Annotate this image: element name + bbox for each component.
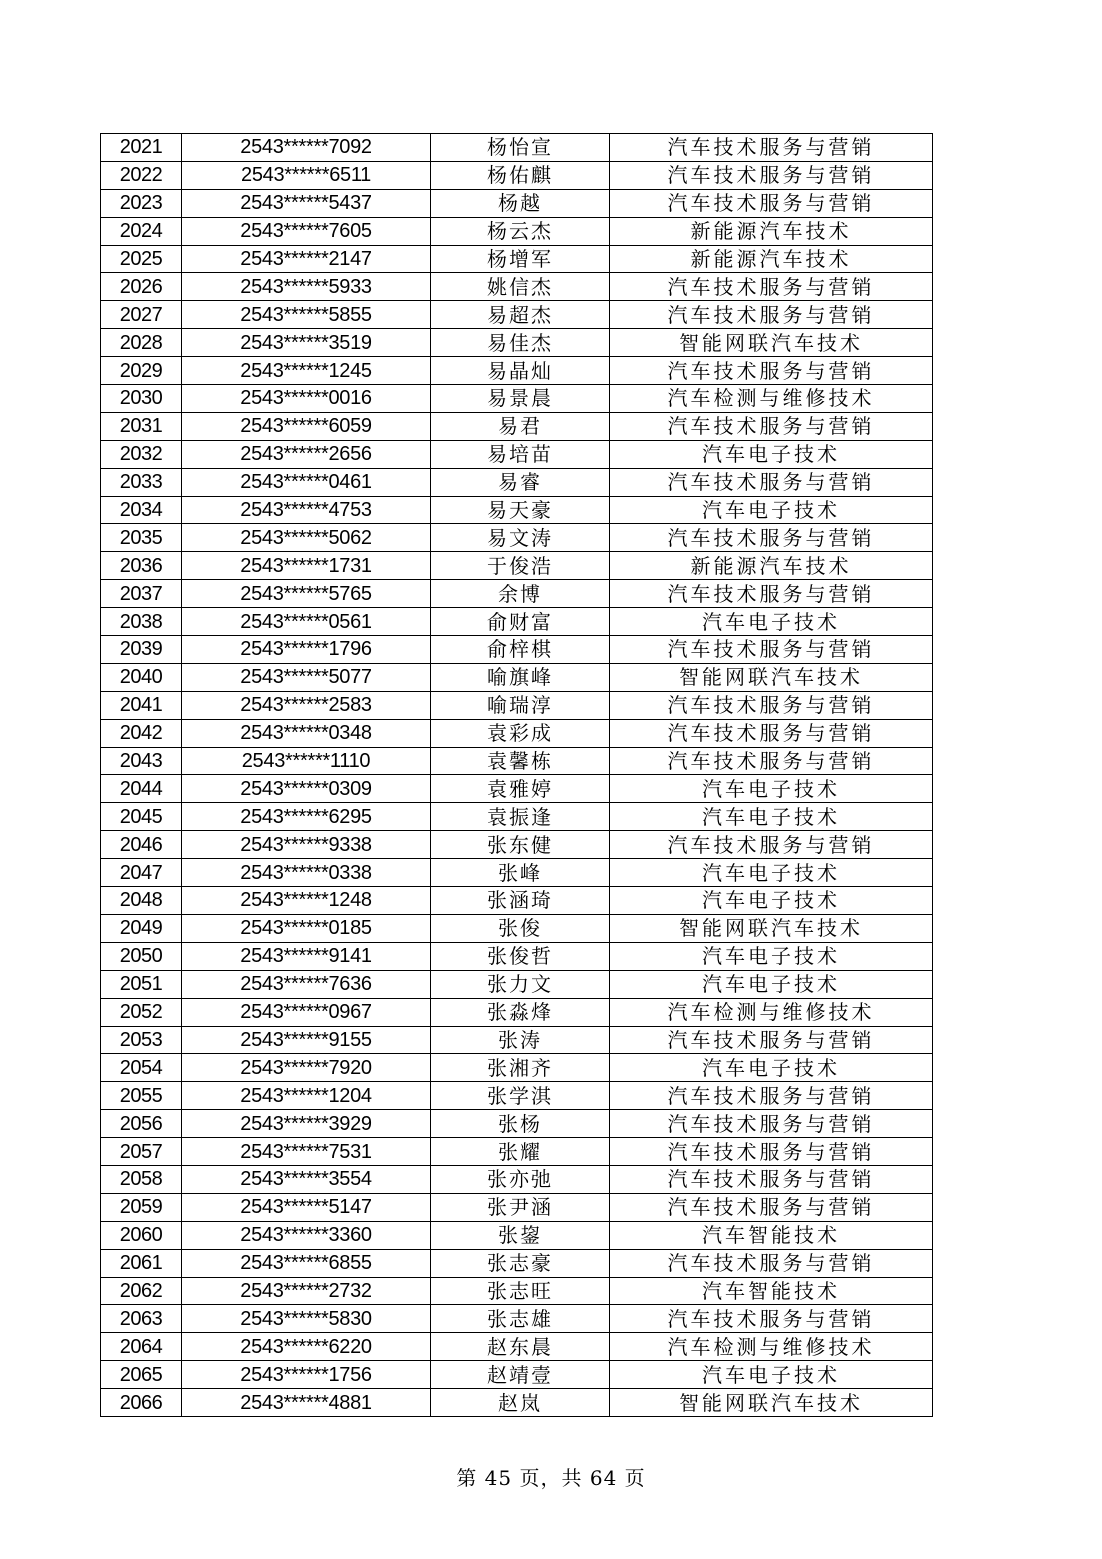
table-row [101,329,933,357]
row-id-cell: 2543******4881 [182,1389,431,1417]
row-major-cell: 汽车电子技术 [610,440,933,468]
row-seq-cell: 2065 [101,1361,182,1389]
row-seq-cell: 2037 [101,580,182,608]
table-row [101,580,933,608]
row-id-cell: 2543******4753 [182,496,431,524]
row-name-cell: 张志旺 [431,1277,610,1305]
row-major-cell: 汽车技术服务与营销 [610,1165,933,1193]
row-name-cell: 姚信杰 [431,273,610,301]
row-name-cell: 赵靖壹 [431,1361,610,1389]
row-id-cell: 2543******6855 [182,1249,431,1277]
row-seq-cell: 2063 [101,1305,182,1333]
row-seq-cell: 2060 [101,1221,182,1249]
row-name-cell: 张俊 [431,914,610,942]
row-id-cell: 2543******5077 [182,663,431,691]
table-row [101,245,933,273]
student-roster-table [100,133,933,1417]
row-name-cell: 易天豪 [431,496,610,524]
row-major-cell: 汽车技术服务与营销 [610,1305,933,1333]
row-id-cell: 2543******7636 [182,970,431,998]
row-id-cell: 2543******7605 [182,217,431,245]
table-row [101,1054,933,1082]
row-major-cell: 新能源汽车技术 [610,552,933,580]
row-id-cell: 2543******1110 [182,747,431,775]
row-major-cell: 智能网联汽车技术 [610,914,933,942]
row-seq-cell: 2055 [101,1082,182,1110]
row-seq-cell: 2052 [101,998,182,1026]
row-seq-cell: 2048 [101,887,182,915]
table-row [101,803,933,831]
table-row [101,914,933,942]
row-major-cell: 汽车检测与维修技术 [610,1333,933,1361]
table-row [101,1082,933,1110]
table-row [101,496,933,524]
row-name-cell: 易晶灿 [431,357,610,385]
row-seq-cell: 2045 [101,803,182,831]
row-name-cell: 喻瑞淳 [431,691,610,719]
row-major-cell: 智能网联汽车技术 [610,1389,933,1417]
row-seq-cell: 2061 [101,1249,182,1277]
row-seq-cell: 2029 [101,357,182,385]
row-major-cell: 汽车技术服务与营销 [610,1110,933,1138]
row-id-cell: 2543******2583 [182,691,431,719]
row-name-cell: 张杨 [431,1110,610,1138]
row-id-cell: 2543******3554 [182,1165,431,1193]
row-id-cell: 2543******5830 [182,1305,431,1333]
row-id-cell: 2543******6511 [182,161,431,189]
row-major-cell: 汽车检测与维修技术 [610,385,933,413]
table-row [101,691,933,719]
row-major-cell: 汽车技术服务与营销 [610,357,933,385]
row-id-cell: 2543******5933 [182,273,431,301]
row-id-cell: 2543******1245 [182,357,431,385]
table-row [101,217,933,245]
row-seq-cell: 2039 [101,636,182,664]
table-row [101,775,933,803]
table-row [101,524,933,552]
row-id-cell: 2543******6220 [182,1333,431,1361]
table-row [101,440,933,468]
table-row [101,1110,933,1138]
row-major-cell: 汽车技术服务与营销 [610,691,933,719]
table-row [101,1277,933,1305]
row-major-cell: 汽车技术服务与营销 [610,468,933,496]
row-name-cell: 张亦弛 [431,1165,610,1193]
row-major-cell: 汽车技术服务与营销 [610,1026,933,1054]
table-row [101,942,933,970]
row-major-cell: 汽车技术服务与营销 [610,134,933,162]
row-name-cell: 杨增军 [431,245,610,273]
row-name-cell: 易佳杰 [431,329,610,357]
table-row [101,636,933,664]
row-name-cell: 易文涛 [431,524,610,552]
table-row [101,412,933,440]
row-seq-cell: 2066 [101,1389,182,1417]
row-id-cell: 2543******5147 [182,1193,431,1221]
row-major-cell: 智能网联汽车技术 [610,329,933,357]
row-major-cell: 汽车智能技术 [610,1221,933,1249]
table-row [101,1221,933,1249]
row-seq-cell: 2035 [101,524,182,552]
row-id-cell: 2543******1756 [182,1361,431,1389]
row-id-cell: 2543******0309 [182,775,431,803]
row-seq-cell: 2021 [101,134,182,162]
row-seq-cell: 2032 [101,440,182,468]
row-seq-cell: 2041 [101,691,182,719]
row-major-cell: 汽车技术服务与营销 [610,747,933,775]
row-seq-cell: 2059 [101,1193,182,1221]
row-name-cell: 易景晨 [431,385,610,413]
row-name-cell: 张志豪 [431,1249,610,1277]
page-footer: 第 45 页，共 64 页 [456,1466,646,1490]
row-major-cell: 汽车电子技术 [610,775,933,803]
row-name-cell: 杨佑麒 [431,161,610,189]
row-name-cell: 喻旗峰 [431,663,610,691]
row-id-cell: 2543******5765 [182,580,431,608]
table-row [101,1193,933,1221]
table-row [101,887,933,915]
table-row [101,357,933,385]
row-seq-cell: 2056 [101,1110,182,1138]
table-row [101,663,933,691]
row-name-cell: 杨越 [431,189,610,217]
table-row [101,134,933,162]
row-seq-cell: 2025 [101,245,182,273]
row-major-cell: 汽车技术服务与营销 [610,1249,933,1277]
row-id-cell: 2543******6059 [182,412,431,440]
row-id-cell: 2543******5855 [182,301,431,329]
row-seq-cell: 2027 [101,301,182,329]
table-row [101,273,933,301]
row-name-cell: 俞财富 [431,608,610,636]
row-id-cell: 2543******0967 [182,998,431,1026]
row-seq-cell: 2040 [101,663,182,691]
table-row [101,301,933,329]
table-row [101,1305,933,1333]
row-name-cell: 袁彩成 [431,719,610,747]
table-row [101,189,933,217]
row-name-cell: 张鋆 [431,1221,610,1249]
row-name-cell: 易超杰 [431,301,610,329]
row-id-cell: 2543******1248 [182,887,431,915]
row-major-cell: 汽车电子技术 [610,496,933,524]
row-id-cell: 2543******5062 [182,524,431,552]
row-name-cell: 袁雅婷 [431,775,610,803]
row-id-cell: 2543******3929 [182,1110,431,1138]
row-name-cell: 张力文 [431,970,610,998]
table-row [101,161,933,189]
row-major-cell: 汽车技术服务与营销 [610,301,933,329]
row-name-cell: 易培苗 [431,440,610,468]
row-seq-cell: 2023 [101,189,182,217]
row-major-cell: 汽车电子技术 [610,803,933,831]
row-seq-cell: 2051 [101,970,182,998]
row-name-cell: 张涛 [431,1026,610,1054]
row-id-cell: 2543******6295 [182,803,431,831]
table-row [101,552,933,580]
row-seq-cell: 2049 [101,914,182,942]
table-row [101,998,933,1026]
row-id-cell: 2543******2732 [182,1277,431,1305]
row-name-cell: 易君 [431,412,610,440]
row-major-cell: 汽车技术服务与营销 [610,1138,933,1166]
row-seq-cell: 2064 [101,1333,182,1361]
row-seq-cell: 2054 [101,1054,182,1082]
row-name-cell: 杨云杰 [431,217,610,245]
row-id-cell: 2543******0461 [182,468,431,496]
row-id-cell: 2543******1204 [182,1082,431,1110]
table-row [101,1361,933,1389]
row-seq-cell: 2034 [101,496,182,524]
row-id-cell: 2543******2656 [182,440,431,468]
row-major-cell: 汽车技术服务与营销 [610,719,933,747]
table-row [101,970,933,998]
row-seq-cell: 2030 [101,385,182,413]
row-name-cell: 赵东晨 [431,1333,610,1361]
row-major-cell: 汽车技术服务与营销 [610,161,933,189]
row-name-cell: 于俊浩 [431,552,610,580]
row-major-cell: 汽车技术服务与营销 [610,580,933,608]
row-major-cell: 汽车电子技术 [610,1054,933,1082]
row-name-cell: 张湘齐 [431,1054,610,1082]
table-row [101,719,933,747]
row-seq-cell: 2043 [101,747,182,775]
row-seq-cell: 2036 [101,552,182,580]
row-major-cell: 汽车技术服务与营销 [610,1082,933,1110]
table-row [101,468,933,496]
row-id-cell: 2543******2147 [182,245,431,273]
row-seq-cell: 2031 [101,412,182,440]
row-major-cell: 汽车电子技术 [610,859,933,887]
row-id-cell: 2543******0561 [182,608,431,636]
table-row [101,608,933,636]
table-row [101,1389,933,1417]
row-name-cell: 张俊哲 [431,942,610,970]
row-seq-cell: 2058 [101,1165,182,1193]
row-id-cell: 2543******0016 [182,385,431,413]
row-seq-cell: 2033 [101,468,182,496]
row-major-cell: 汽车技术服务与营销 [610,189,933,217]
row-name-cell: 赵岚 [431,1389,610,1417]
row-name-cell: 张涵琦 [431,887,610,915]
row-seq-cell: 2038 [101,608,182,636]
table-row [101,1165,933,1193]
row-id-cell: 2543******0185 [182,914,431,942]
row-major-cell: 汽车电子技术 [610,887,933,915]
row-id-cell: 2543******5437 [182,189,431,217]
row-name-cell: 俞梓棋 [431,636,610,664]
row-name-cell: 袁振逢 [431,803,610,831]
row-id-cell: 2543******1796 [182,636,431,664]
table-row [101,1333,933,1361]
row-major-cell: 智能网联汽车技术 [610,663,933,691]
row-name-cell: 张峰 [431,859,610,887]
row-major-cell: 汽车技术服务与营销 [610,412,933,440]
row-seq-cell: 2046 [101,831,182,859]
row-major-cell: 汽车电子技术 [610,970,933,998]
row-id-cell: 2543******0348 [182,719,431,747]
row-seq-cell: 2047 [101,859,182,887]
row-name-cell: 袁馨栋 [431,747,610,775]
row-name-cell: 杨怡宣 [431,134,610,162]
row-seq-cell: 2053 [101,1026,182,1054]
row-id-cell: 2543******9155 [182,1026,431,1054]
row-name-cell: 张东健 [431,831,610,859]
table-row [101,831,933,859]
table-row [101,859,933,887]
row-name-cell: 张淼烽 [431,998,610,1026]
row-id-cell: 2543******3360 [182,1221,431,1249]
row-seq-cell: 2024 [101,217,182,245]
row-id-cell: 2543******1731 [182,552,431,580]
row-major-cell: 汽车电子技术 [610,942,933,970]
row-major-cell: 新能源汽车技术 [610,245,933,273]
row-seq-cell: 2050 [101,942,182,970]
row-major-cell: 汽车智能技术 [610,1277,933,1305]
row-major-cell: 汽车技术服务与营销 [610,1193,933,1221]
row-name-cell: 张尹涵 [431,1193,610,1221]
table-row [101,1138,933,1166]
table-row [101,1026,933,1054]
row-seq-cell: 2042 [101,719,182,747]
row-seq-cell: 2022 [101,161,182,189]
row-major-cell: 汽车检测与维修技术 [610,998,933,1026]
row-id-cell: 2543******9338 [182,831,431,859]
row-major-cell: 汽车技术服务与营销 [610,273,933,301]
row-seq-cell: 2044 [101,775,182,803]
row-major-cell: 汽车技术服务与营销 [610,524,933,552]
row-seq-cell: 2062 [101,1277,182,1305]
row-name-cell: 余博 [431,580,610,608]
row-name-cell: 张学淇 [431,1082,610,1110]
row-name-cell: 易睿 [431,468,610,496]
row-id-cell: 2543******7092 [182,134,431,162]
table-row [101,747,933,775]
row-seq-cell: 2057 [101,1138,182,1166]
row-major-cell: 汽车技术服务与营销 [610,831,933,859]
row-id-cell: 2543******9141 [182,942,431,970]
row-major-cell: 汽车技术服务与营销 [610,636,933,664]
row-major-cell: 新能源汽车技术 [610,217,933,245]
table-row [101,1249,933,1277]
row-name-cell: 张耀 [431,1138,610,1166]
row-name-cell: 张志雄 [431,1305,610,1333]
row-id-cell: 2543******0338 [182,859,431,887]
row-seq-cell: 2028 [101,329,182,357]
row-id-cell: 2543******7920 [182,1054,431,1082]
row-id-cell: 2543******3519 [182,329,431,357]
row-major-cell: 汽车电子技术 [610,608,933,636]
row-major-cell: 汽车电子技术 [610,1361,933,1389]
row-seq-cell: 2026 [101,273,182,301]
row-id-cell: 2543******7531 [182,1138,431,1166]
table-row [101,385,933,413]
roster-body [101,134,933,1417]
